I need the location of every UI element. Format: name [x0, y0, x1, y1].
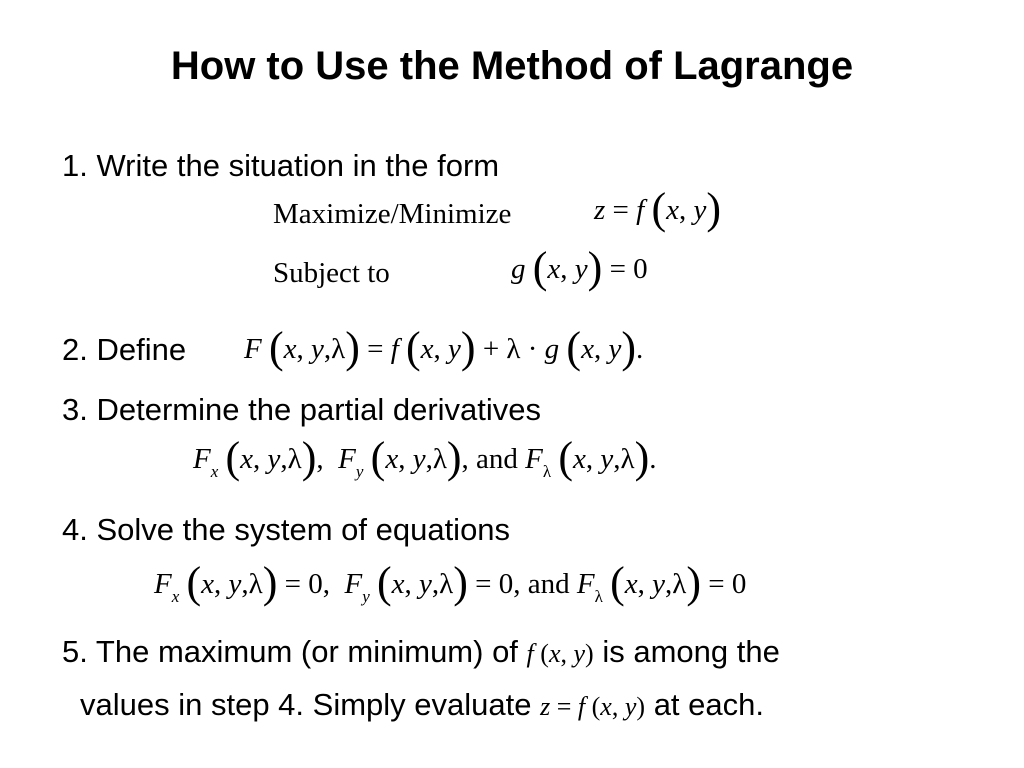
step-number: 3.: [62, 392, 88, 427]
constraint-formula: g (x, y) = 0: [511, 243, 648, 292]
inline-function-formula: f (x, y): [526, 639, 594, 668]
step-text: Solve the system of equations: [96, 512, 511, 547]
step-5-line-1: [62, 632, 780, 674]
step-number: 2.: [62, 332, 88, 367]
step-2-heading: [62, 330, 186, 370]
step-text: values in step 4. Simply evaluate: [80, 687, 532, 722]
step-4-heading: [62, 510, 510, 550]
maximize-minimize-label: Maximize/Minimize: [273, 198, 512, 230]
step-number: 5.: [62, 634, 88, 669]
step-number: 4.: [62, 512, 88, 547]
subject-to-label: Subject to: [273, 257, 390, 289]
step-1-heading: [62, 146, 499, 186]
partial-derivatives-formula: $F_x$ (x, y,λ), $F_y$ (x, y,λ), and $F_\lambda$ (x, y,λ).: [193, 433, 657, 482]
step-text: The maximum (or minimum) of: [95, 634, 518, 669]
and-word: and: [476, 443, 518, 475]
step-3-heading: [62, 390, 541, 430]
and-word: and: [527, 568, 570, 600]
step-text: Define: [96, 332, 187, 367]
step-number: 1.: [62, 148, 88, 183]
objective-function-formula: z = f (x, y): [594, 184, 722, 233]
step-text: Determine the partial derivatives: [96, 392, 542, 427]
step-text: at each.: [653, 687, 764, 722]
slide-title: How to Use the Method of Lagrange: [170, 44, 854, 88]
step-5-line-2: [80, 685, 764, 727]
step-text: Write the situation in the form: [96, 148, 500, 183]
inline-evaluate-formula: z = f (x, y): [540, 692, 646, 721]
system-of-equations-formula: $F_x$ (x, y,λ) = 0, $F_y$ (x, y,λ) = 0, and $F_\lambda$ (x, y,λ) = 0: [154, 558, 747, 607]
lagrangian-definition-formula: F (x, y,λ) = f (x, y) + λ · g (x, y).: [244, 323, 644, 372]
step-text: is among the: [602, 634, 780, 669]
